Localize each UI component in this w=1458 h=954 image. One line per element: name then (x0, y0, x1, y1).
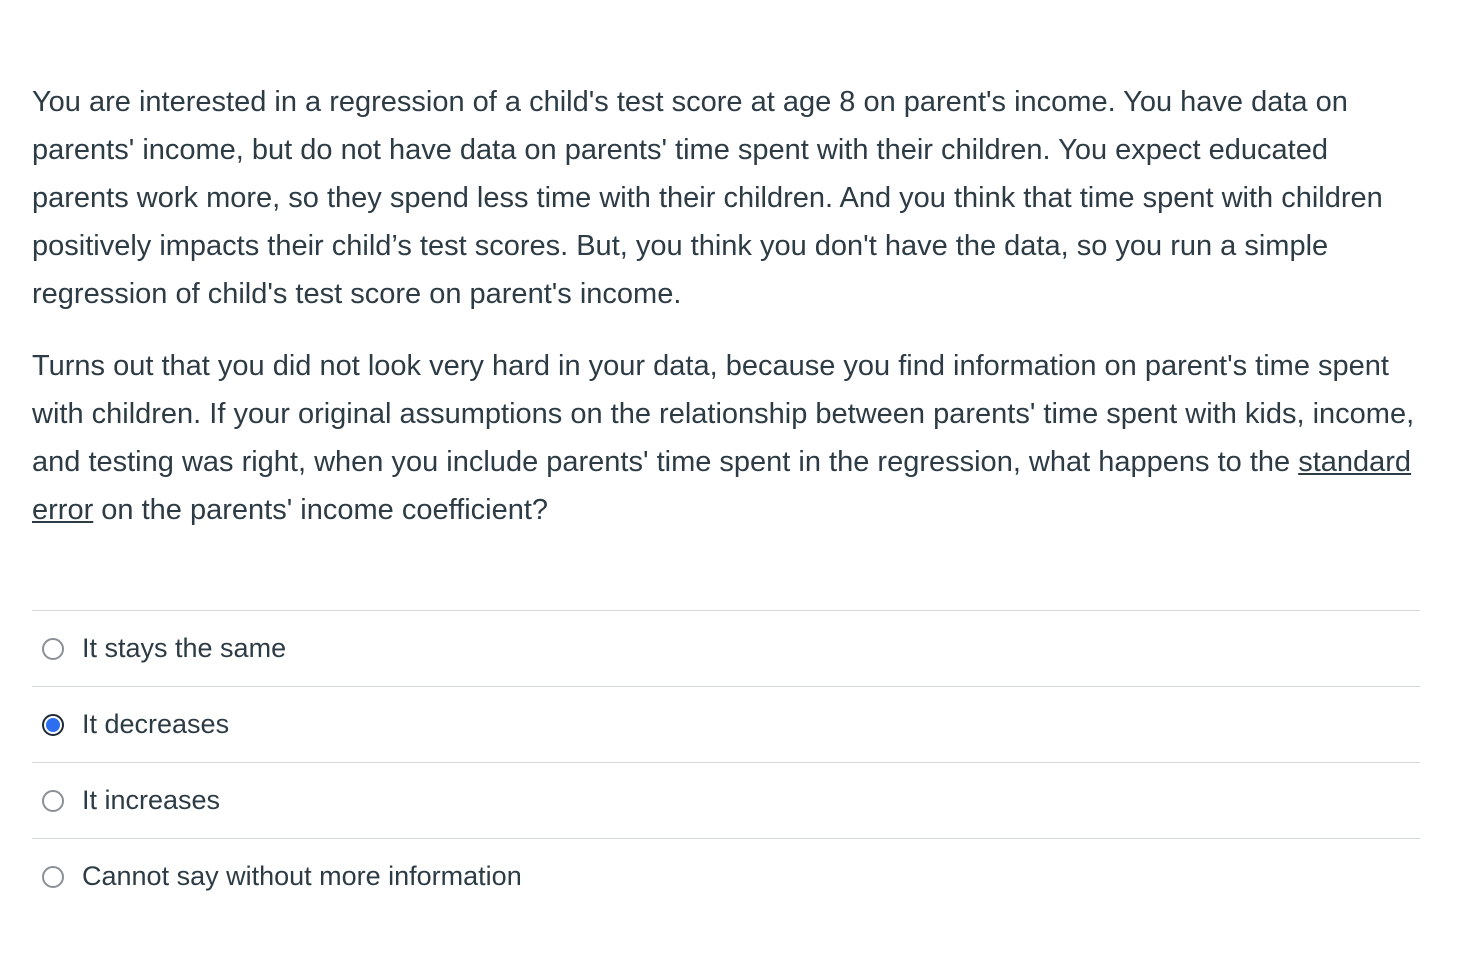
answer-option-cannot-say[interactable] (32, 839, 1420, 914)
underlined-term: standard error (32, 446, 1412, 526)
question-paragraph-2-end: on the parents' income coefficient? (93, 494, 549, 526)
answer-option-decreases[interactable] (32, 687, 1420, 763)
question-paragraph-2 (32, 342, 1422, 534)
answer-label: Cannot say without more information (82, 861, 522, 891)
question-text (32, 78, 1422, 558)
radio-button[interactable] (42, 866, 64, 888)
radio-button-selected[interactable] (42, 714, 64, 736)
radio-button[interactable] (42, 790, 64, 812)
question-paragraph-2-start: Turns out that you did not look very hard in your data, because you find information on parent's time spent with children. If your original assumptions on the relationship between parents' time spent with kids, income, and testing was right, when you include parents' time spent in the regression, what happens to the (32, 350, 1415, 478)
answer-option-increases[interactable] (32, 763, 1420, 839)
answer-list (32, 610, 1420, 914)
answer-label: It decreases (82, 709, 230, 739)
answer-label: It stays the same (82, 633, 287, 663)
answer-label: It increases (82, 785, 221, 815)
question-paragraph-1: You are interested in a regression of a child's test score at age 8 on parent's income. You have data on parents' income, but do not have data on parents' time spent with their children. You expect educated parents work more, so they spend less time with their children. And you think that time spent with children positively impacts their child’s test scores. But, you think you don't have the data, so you run a simple regression of child's test score on parent's income. (32, 86, 1383, 310)
answer-option-stays-same[interactable] (32, 611, 1420, 687)
radio-button[interactable] (42, 638, 64, 660)
